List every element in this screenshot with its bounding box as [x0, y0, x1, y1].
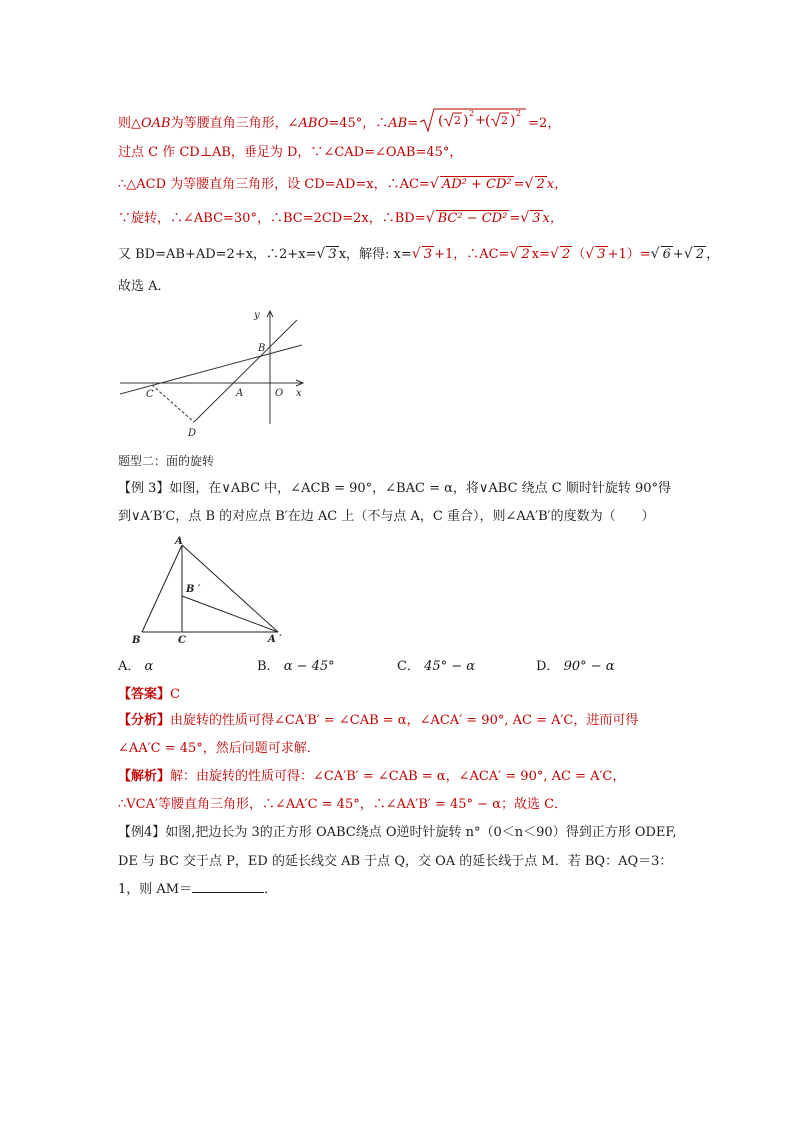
solution-line-2: 过点 C 作 CD⊥AB，垂足为 D，∵∠CAD=∠OAB=45°，	[118, 145, 463, 160]
option-a[interactable]: A． α	[118, 659, 154, 674]
label-d: D	[188, 428, 197, 439]
solution-ex3-line-2: ∴VCA′等腰直角三角形，∴∠AA′C = 45°，∴∠AA′B′ = 45° − α；故选 C．	[118, 797, 568, 812]
label-a-prime: A ′	[268, 634, 282, 645]
label-c-bottom: C	[178, 635, 186, 646]
solution-line-4: ∵旋转，∴∠ABC=30°，∴BC=2CD=2x，∴BD=√ BC² − CD² =√ 3 x，	[118, 209, 563, 229]
line-cb	[120, 345, 302, 394]
solution-line-5: 又 BD=AB+AD=2+x，∴2+x=√ 3 x，解得: x=√ 3 +1，∴AC=√ 2 x=√ 2 （√ 3 +1）=√ 6 +√ 2 ，	[118, 245, 719, 265]
line-db	[194, 320, 297, 422]
option-d[interactable]: D． 90° − α	[536, 659, 615, 674]
solution-line-6: 故选 A．	[118, 279, 171, 294]
solution-line-3: ∴△ACD 为等腰直角三角形，设 CD=AD=x，∴AC=√ AD² + CD² =√ 2 x，	[118, 175, 567, 195]
svg-text:2: 2	[454, 114, 462, 127]
label-x: x	[296, 388, 302, 399]
svg-text:2: 2	[516, 109, 522, 118]
edge-b2a2	[182, 596, 278, 632]
example4-line-1: 【例4】如图,把边长为 3的正方形 OABC绕点 O逆时针旋转 n°（0＜n＜90）得到正方形 ODEF,	[118, 825, 677, 840]
coordinate-figure	[112, 306, 312, 441]
example4-line-3: 1，则 AM＝ ．	[118, 882, 278, 897]
segment-cd	[152, 385, 194, 422]
svg-text:): )	[463, 113, 469, 129]
label-a-top: A	[175, 536, 183, 547]
svg-text:2: 2	[469, 109, 475, 118]
svg-text:2: 2	[501, 114, 509, 127]
example3-line-1: 【例 3】如图，在∨ABC 中，∠ACB = 90°，∠BAC = α，将∨ABC 绕点 C 顺时针旋转 90°得	[118, 481, 672, 496]
answer-line: 【答案】C	[118, 687, 180, 702]
solution-ex3-line-1: 【解析】解：由旋转的性质可得：∠CA′B′ = ∠CAB = α，∠ACA′ = 90°, AC = A′C，	[118, 769, 626, 784]
analysis-line-2: ∠AA′C = 45°，然后问题可求解．	[118, 741, 320, 756]
label-y: y	[254, 310, 260, 321]
svg-text:(: (	[485, 113, 491, 129]
solution-line-1: 则△OAB为等腰直角三角形，∠ABO=45°，∴AB= ( 2 ) 2 + ( 2 ) 2 =2，	[118, 107, 560, 140]
label-b-bottom: B	[132, 635, 141, 646]
example3-line-2: 到∨A′B′C，点 B 的对应点 B′在边 AC 上（不与点 A，C 重合），则∠AA′B′的度数为（ ）	[118, 509, 655, 524]
svg-text:+: +	[475, 113, 487, 128]
answer-blank[interactable]	[192, 880, 264, 893]
label-c: C	[146, 389, 154, 400]
edge-ab	[142, 545, 182, 632]
svg-text:(: (	[438, 113, 444, 129]
sqrt-expression	[418, 107, 528, 140]
label-b-prime: B ′	[186, 584, 201, 595]
example4-line-2: DE 与 BC 交于点 P，ED 的延长线交 AB 于点 Q，交 OA 的延长线于点 M．若 BQ：AQ＝3：	[118, 854, 673, 869]
option-c[interactable]: C． 45° − α	[397, 659, 476, 674]
section-title: 题型二：面的旋转	[118, 454, 215, 468]
triangle-figure	[126, 534, 296, 649]
svg-text:): )	[510, 113, 516, 129]
label-o: O	[275, 388, 284, 399]
sqrt-sum-formula	[418, 107, 528, 133]
label-a: A	[236, 388, 244, 399]
label-b: B	[258, 343, 266, 354]
option-b[interactable]: B． α − 45°	[257, 659, 335, 674]
analysis-line-1: 【分析】由旋转的性质可得∠CA′B′ = ∠CAB = α，∠ACA′ = 90°, AC = A′C，进而可得	[118, 713, 639, 728]
